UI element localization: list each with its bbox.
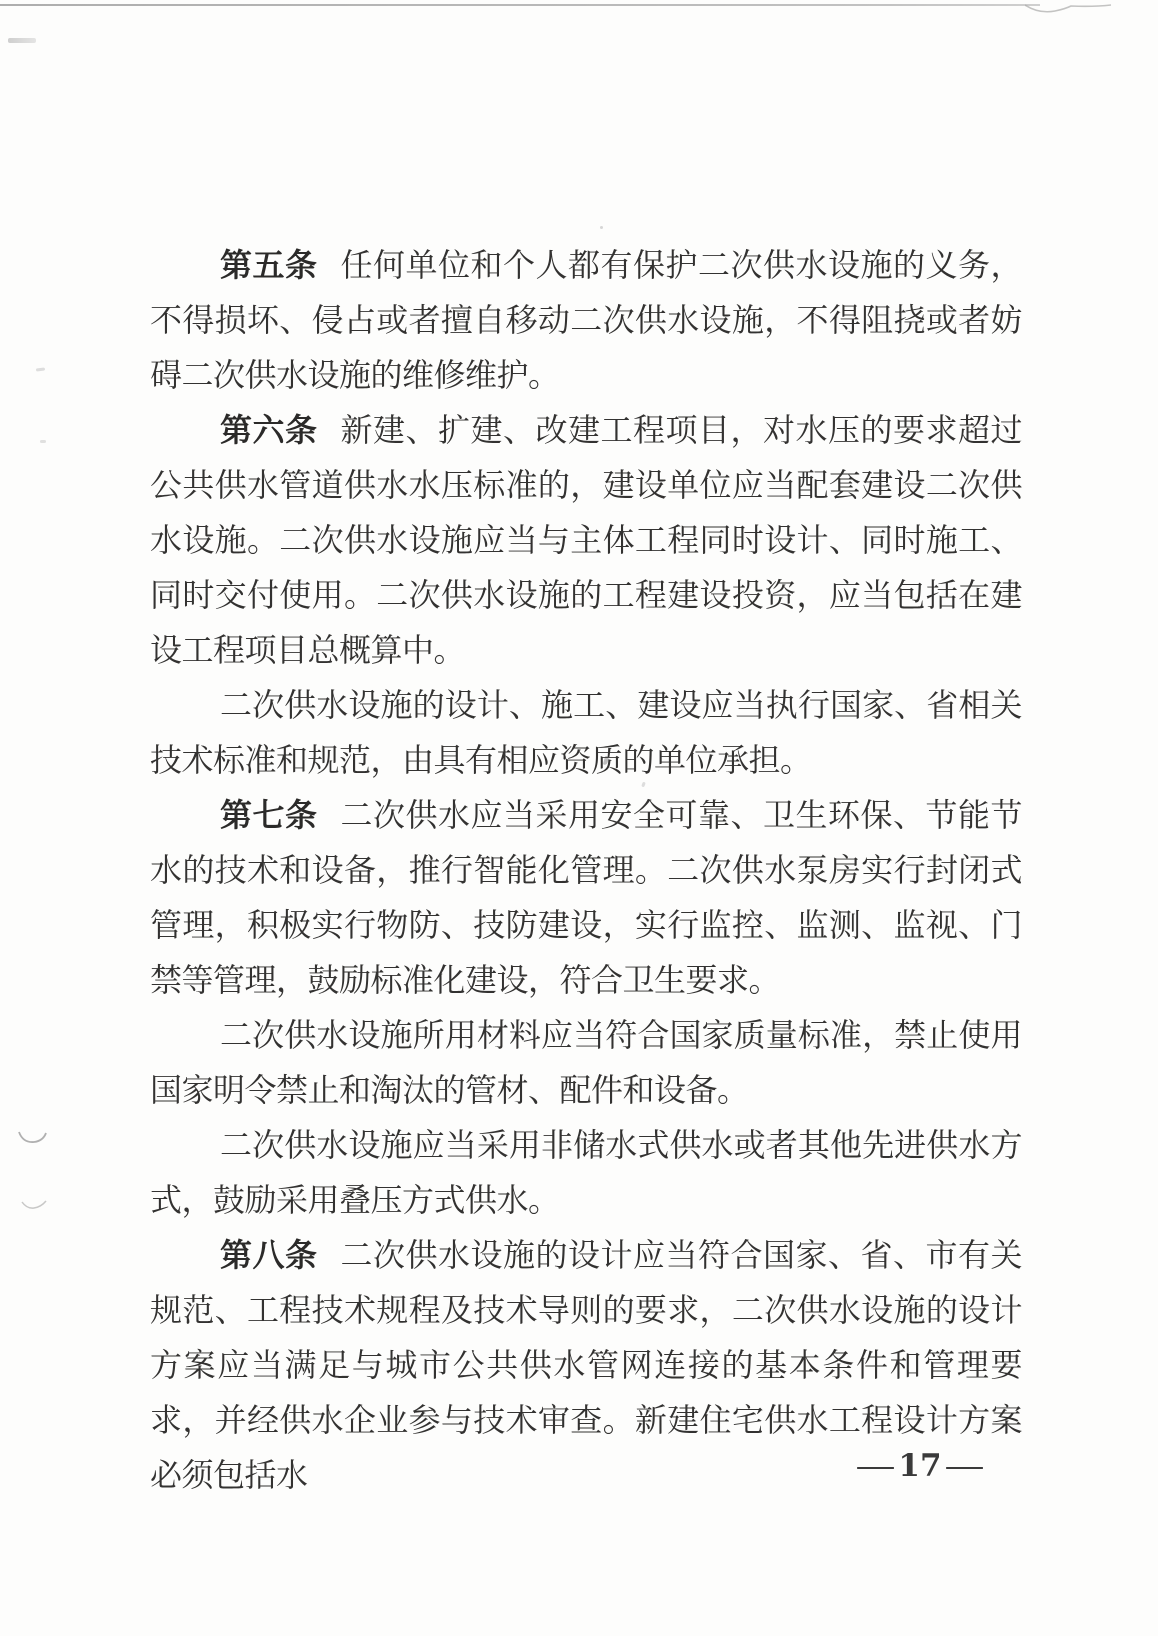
scan-speck bbox=[36, 367, 45, 371]
article-number: 第八条 bbox=[220, 1236, 318, 1274]
document-body bbox=[150, 238, 1022, 1503]
paragraph-article-6 bbox=[150, 403, 1022, 678]
page-number-footer bbox=[855, 1448, 985, 1484]
article-text: 二次供水应当采用安全可靠、卫生环保、节能节水的技术和设备，推行智能化管理。二次供水泵房实行封闭式管理，积极实行物防、技防建设，实行监控、监测、监视、门禁等管理，鼓励标准化建设，符合卫生要求。 bbox=[150, 796, 1022, 999]
article-text: 新建、扩建、改建工程项目，对水压的要求超过公共供水管道供水水压标准的，建设单位应当配套建设二次供水设施。二次供水设施应当与主体工程同时设计、同时施工、同时交付使用。二次供水设施的工程建设投资，应当包括在建设工程项目总概算中。 bbox=[150, 411, 1022, 669]
paragraph-continuation bbox=[150, 1118, 1022, 1228]
paragraph-continuation bbox=[150, 678, 1022, 788]
footer-dash-right: — bbox=[944, 1448, 985, 1484]
article-number: 第七条 bbox=[220, 796, 318, 834]
paragraph-continuation bbox=[150, 1008, 1022, 1118]
paragraph-article-5 bbox=[150, 238, 1022, 403]
article-text: 二次供水设施所用材料应当符合国家质量标准，禁止使用国家明令禁止和淘汰的管材、配件和设备。 bbox=[150, 1016, 1022, 1109]
article-text: 二次供水设施的设计应当符合国家、省、市有关规范、工程技术规程及技术导则的要求，二次供水设施的设计方案应当满足与城市公共供水管网连接的基本条件和管理要求，并经供水企业参与技术审查。新建住宅供水工程设计方案必须包括水 bbox=[150, 1236, 1022, 1494]
paragraph-article-7 bbox=[150, 788, 1022, 1008]
article-text: 二次供水设施应当采用非储水式供水或者其他先进供水方式，鼓励采用叠压方式供水。 bbox=[150, 1126, 1022, 1219]
scan-speck bbox=[40, 440, 46, 443]
article-number: 第五条 bbox=[220, 246, 318, 284]
footer-dash-left: — bbox=[855, 1448, 896, 1484]
scan-speck bbox=[600, 226, 603, 229]
pen-mark-icon bbox=[16, 1128, 50, 1148]
page-number: 17 bbox=[898, 1448, 942, 1484]
pen-mark-icon bbox=[20, 1196, 48, 1212]
scan-edge-line bbox=[0, 4, 1040, 6]
scan-edge-squiggle bbox=[1025, 0, 1125, 22]
article-number: 第六条 bbox=[220, 411, 318, 449]
article-text: 二次供水设施的设计、施工、建设应当执行国家、省相关技术标准和规范，由具有相应资质的单位承担。 bbox=[150, 686, 1022, 779]
article-text: 任何单位和个人都有保护二次供水设施的义务，不得损坏、侵占或者擅自移动二次供水设施，不得阻挠或者妨碍二次供水设施的维修维护。 bbox=[150, 246, 1022, 394]
scan-smudge bbox=[8, 38, 36, 43]
